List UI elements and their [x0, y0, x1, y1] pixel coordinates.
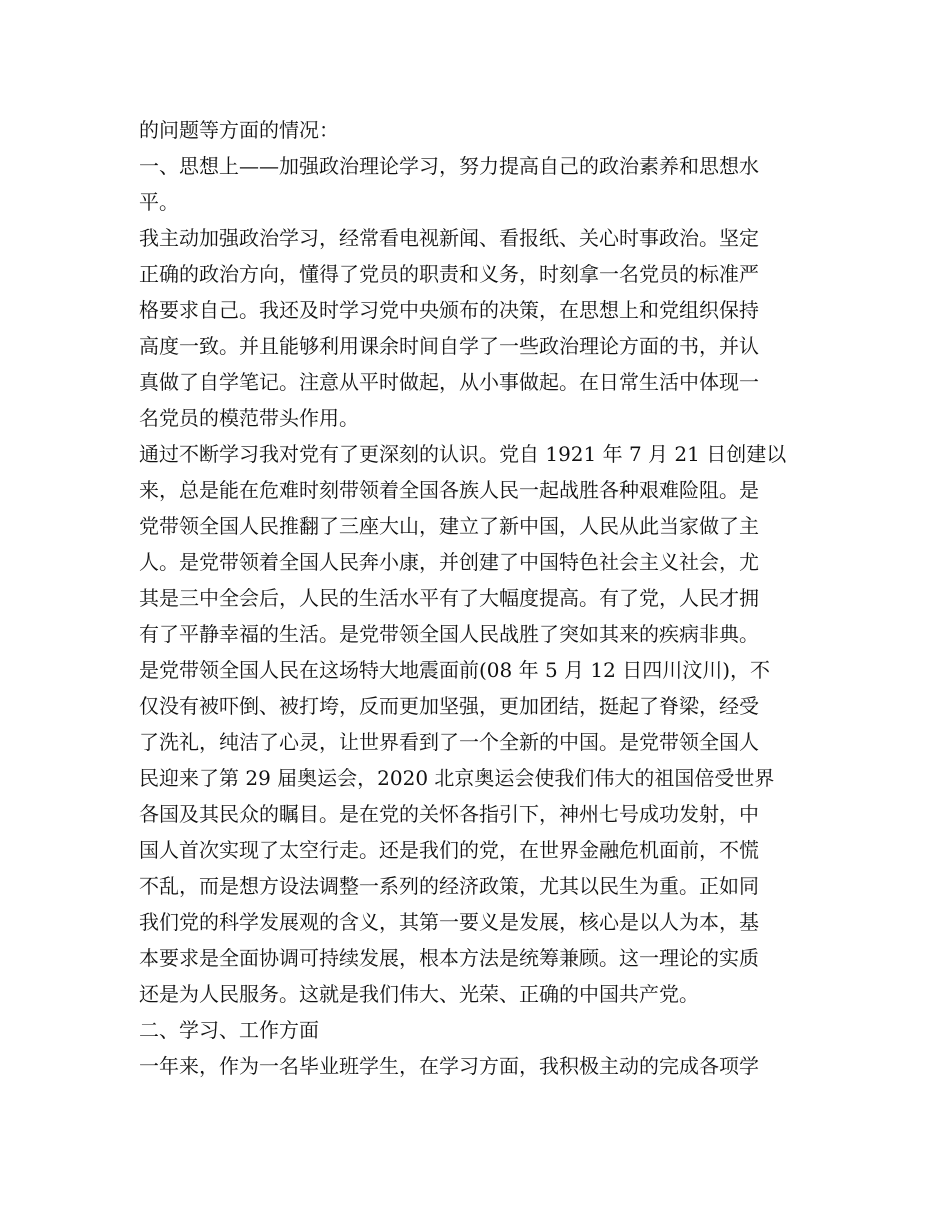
text-line: 有了平静幸福的生活。是党带领全国人民战胜了突如其来的疾病非典。 — [139, 622, 759, 646]
text-line: 一年来，作为一名毕业班学生，在学习方面，我积极主动的完成各项学 — [139, 1054, 759, 1078]
text-line: 不乱，而是想方设法调整一系列的经济政策，尤其以民生为重。正如同 — [139, 874, 759, 898]
text-line: 仅没有被吓倒、被打垮，反而更加坚强，更加团结，挺起了脊梁，经受 — [139, 694, 759, 718]
text-line: 民迎来了第 29 届奥运会，2020 北京奥运会使我们伟大的祖国倍受世界 — [139, 766, 775, 790]
text-line: 通过不断学习我对党有了更深刻的认识。党自 1921 年 7 月 21 日创建以 — [139, 442, 787, 466]
text-line: 党带领全国人民推翻了三座大山，建立了新中国，人民从此当家做了主 — [139, 514, 759, 538]
text-line: 我们党的科学发展观的含义，其第一要义是发展，核心是以人为本，基 — [139, 910, 759, 934]
text-line: 各国及其民众的瞩目。是在党的关怀各指引下，神州七号成功发射，中 — [139, 802, 759, 826]
section-heading-study-work: 二、学习、工作方面 — [139, 1018, 319, 1042]
text-line: 我主动加强政治学习，经常看电视新闻、看报纸、关心时事政治。坚定 — [139, 226, 759, 250]
section-heading-ideology: 一、思想上——加强政治理论学习，努力提高自己的政治素养和思想水 — [139, 154, 759, 178]
text-line: 高度一致。并且能够利用课余时间自学了一些政治理论方面的书，并认 — [139, 334, 759, 358]
text-line: 名党员的模范带头作用。 — [139, 406, 359, 430]
text-line: 了洗礼，纯洁了心灵，让世界看到了一个全新的中国。是党带领全国人 — [139, 730, 759, 754]
text-line: 格要求自己。我还及时学习党中央颁布的决策，在思想上和党组织保持 — [139, 298, 759, 322]
text-line: 人。是党带领着全国人民奔小康，并创建了中国特色社会主义社会，尤 — [139, 550, 759, 574]
text-line: 本要求是全面协调可持续发展，根本方法是统筹兼顾。这一理论的实质 — [139, 946, 759, 970]
text-line: 正确的政治方向，懂得了党员的职责和义务，时刻拿一名党员的标准严 — [139, 262, 759, 286]
text-line: 真做了自学笔记。注意从平时做起，从小事做起。在日常生活中体现一 — [139, 370, 759, 394]
text-line: 来，总是能在危难时刻带领着全国各族人民一起战胜各种艰难险阻。是 — [139, 478, 759, 502]
text-line: 国人首次实现了太空行走。还是我们的党，在世界金融危机面前，不慌 — [139, 838, 759, 862]
text-line: 的问题等方面的情况： — [139, 118, 339, 142]
text-line: 还是为人民服务。这就是我们伟大、光荣、正确的中国共产党。 — [139, 982, 699, 1006]
text-line: 是党带领全国人民在这场特大地震面前(08 年 5 月 12 日四川汶川)，不 — [139, 658, 771, 682]
text-line: 平。 — [139, 190, 179, 214]
document-body — [139, 112, 815, 1084]
text-line: 其是三中全会后，人民的生活水平有了大幅度提高。有了党，人民才拥 — [139, 586, 759, 610]
